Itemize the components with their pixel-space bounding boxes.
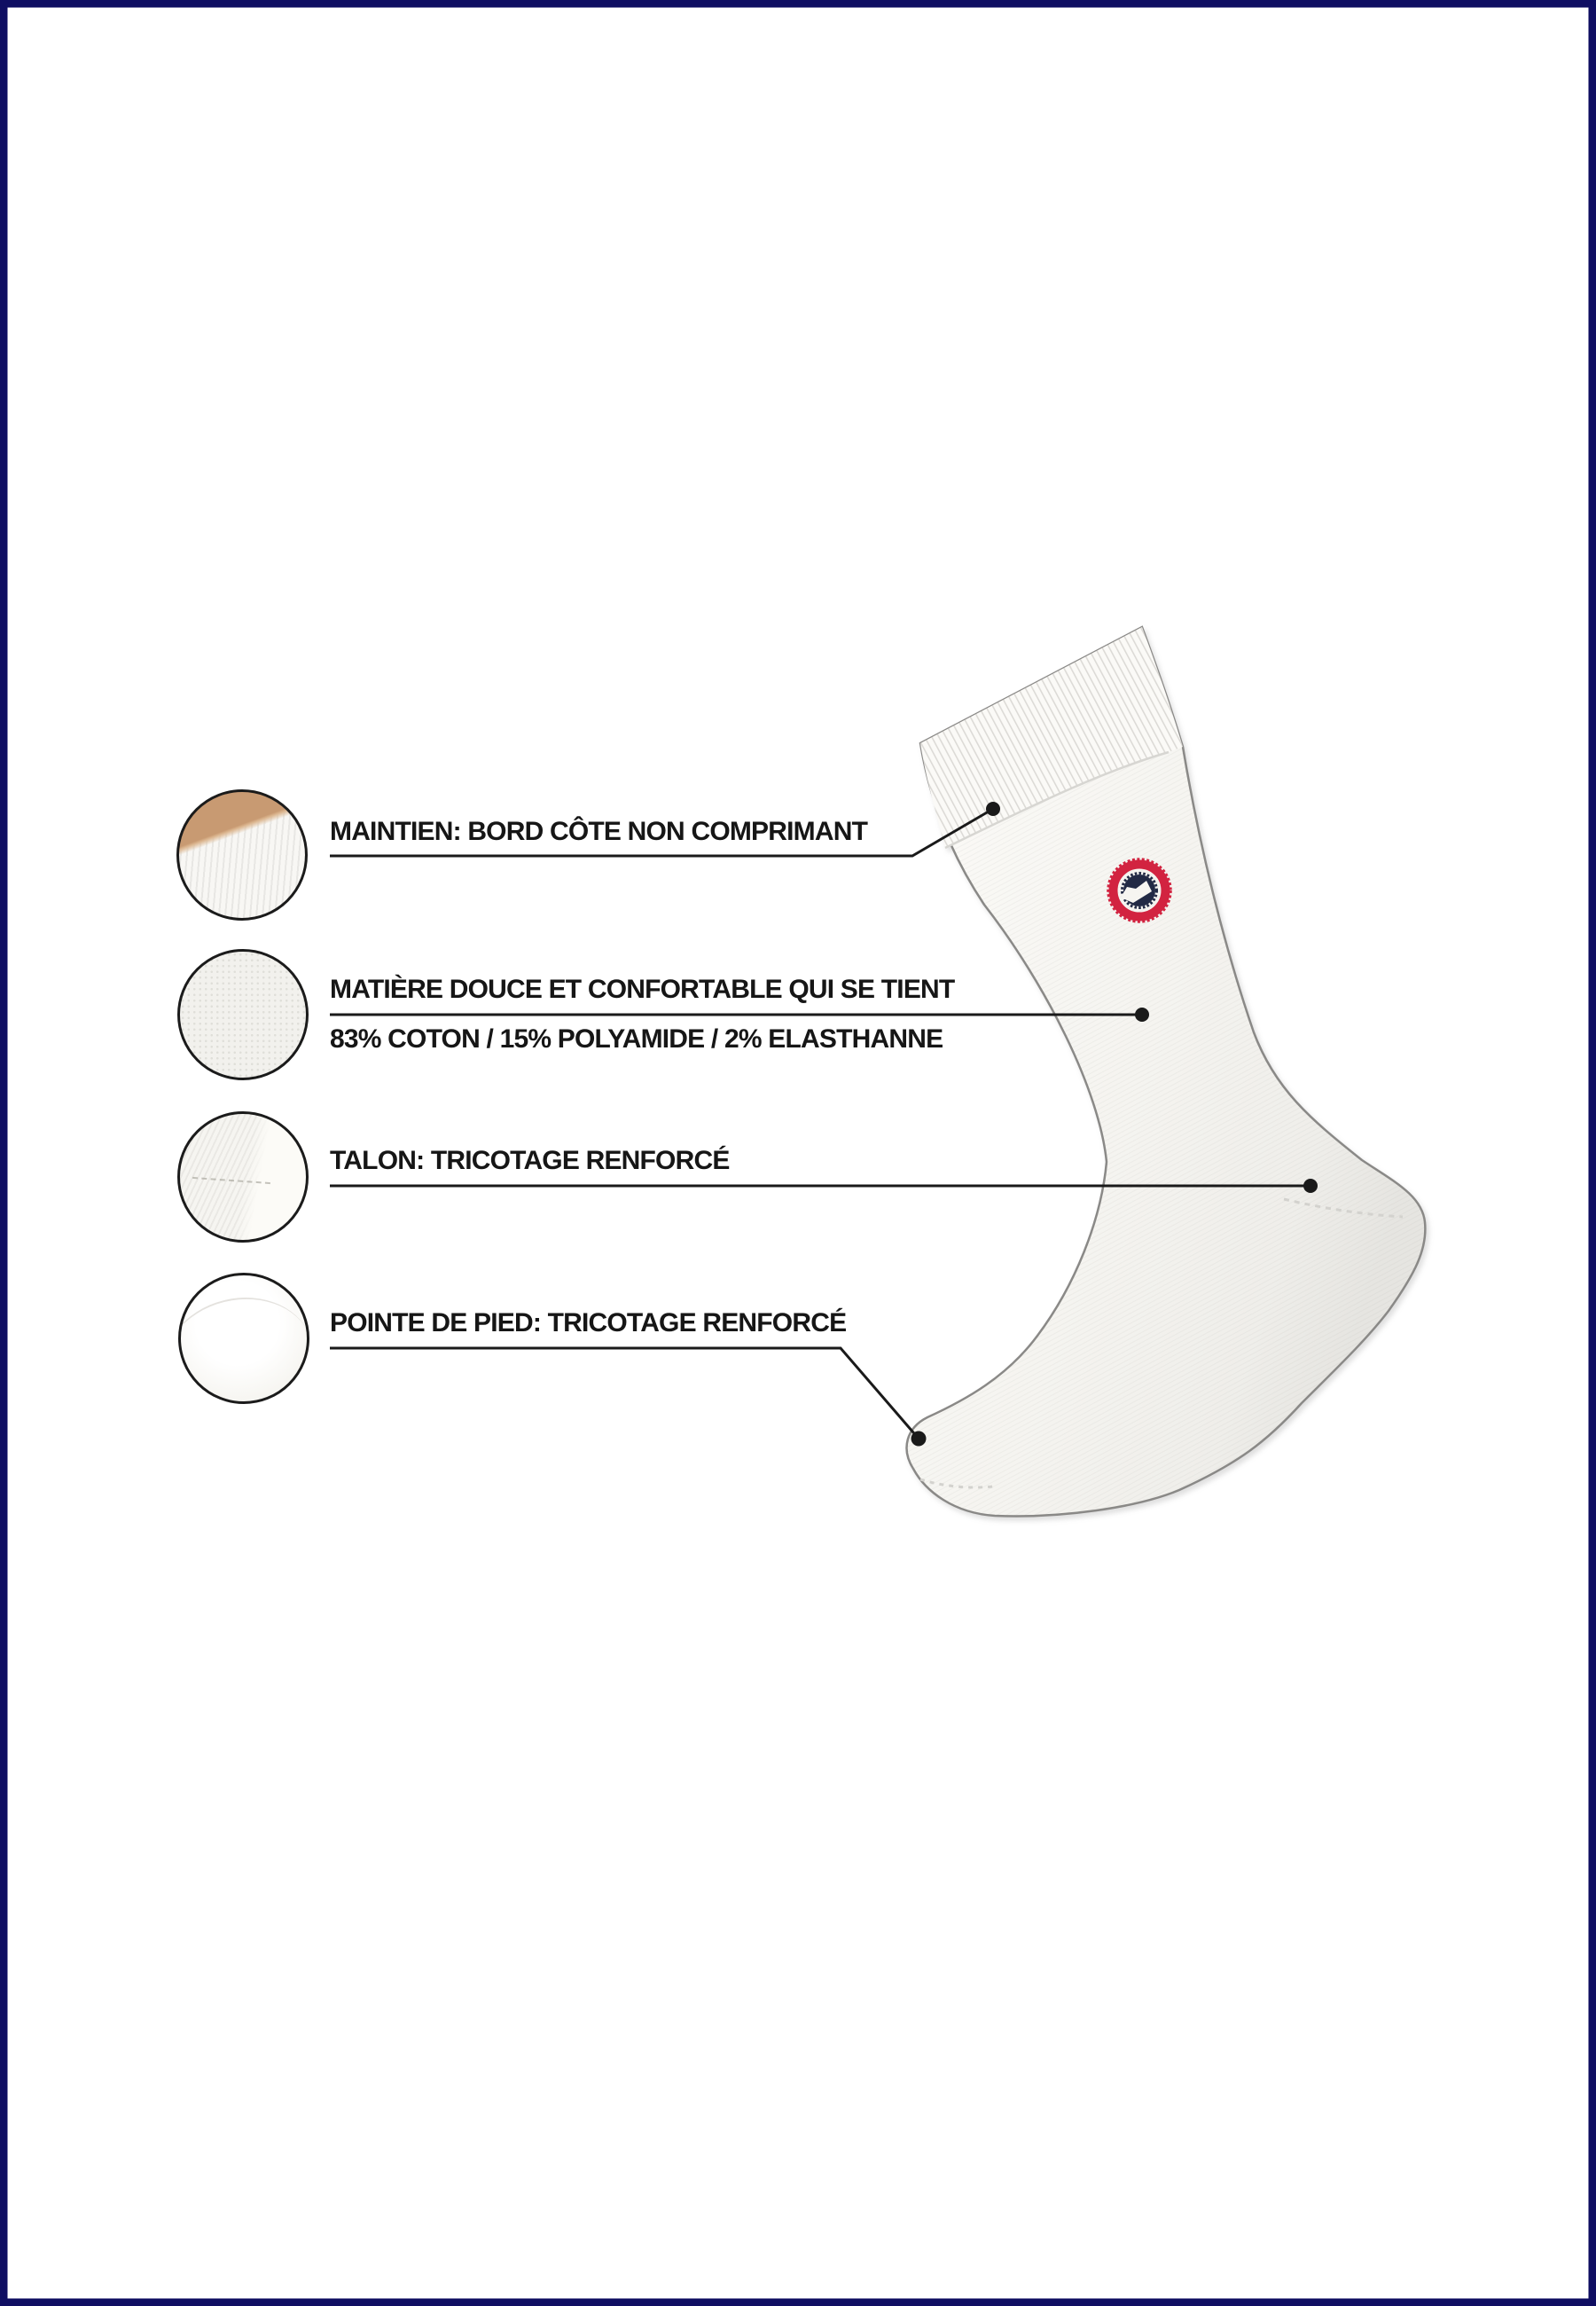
dot-cuff — [986, 802, 1000, 816]
label-pointe-de-pied: POINTE DE PIED: TRICOTAGE RENFORCÉ — [330, 1308, 847, 1337]
cuff-detail-photo — [176, 789, 308, 921]
dot-fabric — [1135, 1008, 1149, 1022]
label-composition: 83% COTON / 15% POLYAMIDE / 2% ELASTHANNE — [330, 1024, 943, 1054]
connector-toe — [330, 1348, 919, 1439]
dot-heel — [1303, 1179, 1318, 1193]
sock-photo — [907, 627, 1426, 1516]
label-matiere: MATIÈRE DOUCE ET CONFORTABLE QUI SE TIENT — [330, 975, 955, 1004]
dot-toe — [911, 1431, 927, 1447]
fabric-detail-photo — [177, 949, 309, 1080]
heel-detail-photo — [177, 1111, 309, 1243]
label-talon: TALON: TRICOTAGE RENFORCÉ — [330, 1146, 730, 1175]
toe-detail-photo — [178, 1273, 309, 1404]
label-maintien: MAINTIEN: BORD CÔTE NON COMPRIMANT — [330, 817, 868, 846]
